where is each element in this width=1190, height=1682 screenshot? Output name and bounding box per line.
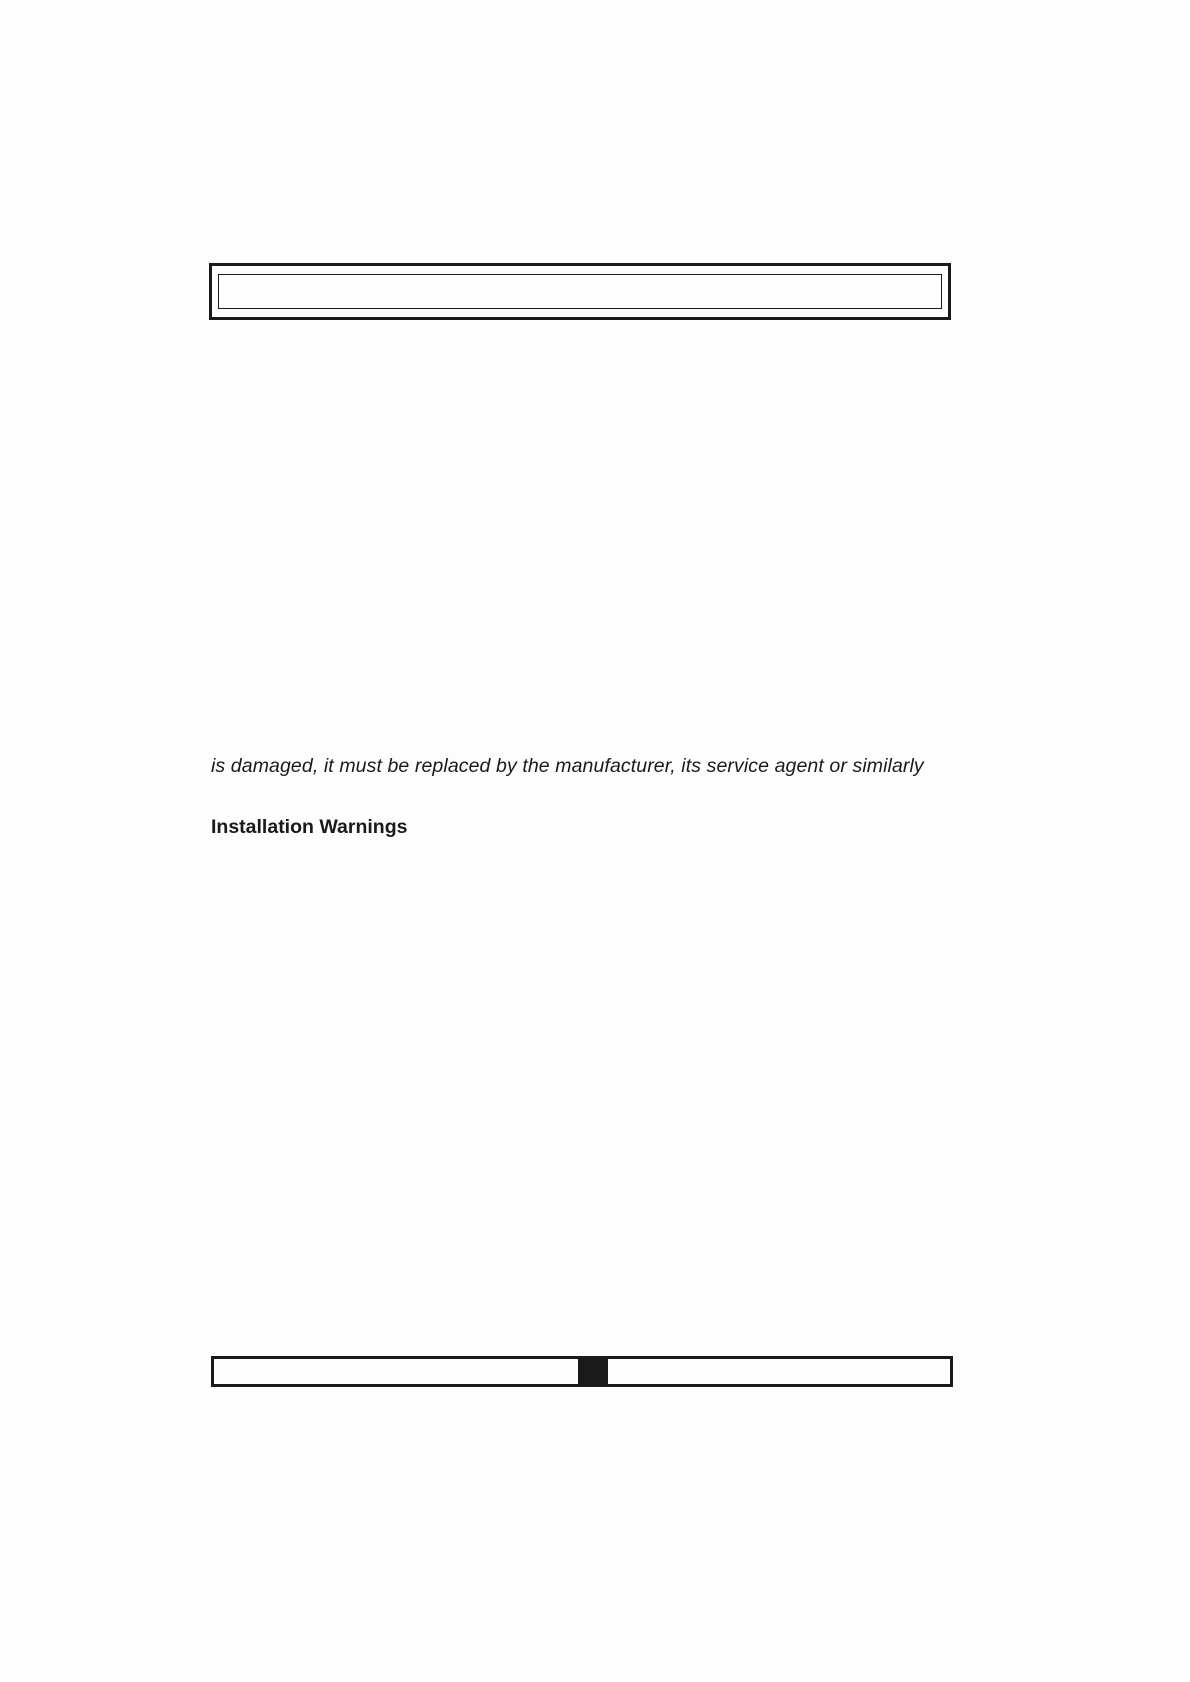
header-frame xyxy=(209,263,951,320)
body-text-line: is damaged, it must be replaced by the manufacturer, its service agent or similarly xyxy=(211,755,924,777)
header-inner-frame xyxy=(218,274,942,309)
footer-page-marker xyxy=(578,1356,608,1387)
section-heading-installation-warnings: Installation Warnings xyxy=(211,816,408,838)
footer-bar xyxy=(211,1356,953,1387)
